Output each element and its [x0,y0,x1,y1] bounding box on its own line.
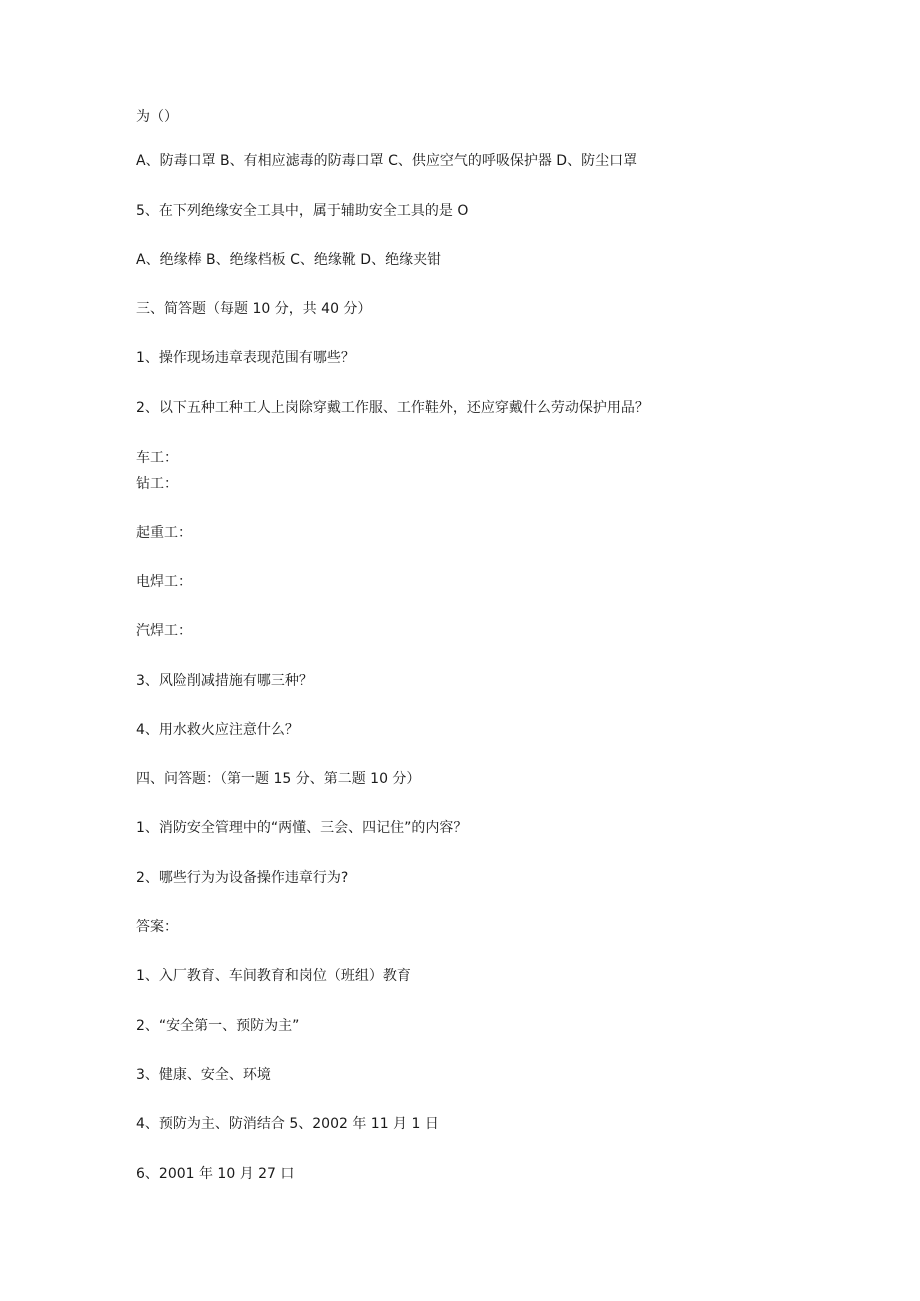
essay-question-2: 2、哪些行为为设备操作违章行为? [136,870,349,886]
answer-4-5: 4、预防为主、防消结合 5、2002 年 11 月 1 日 [136,1116,439,1132]
short-answer-1: 1、操作现场违章表现范围有哪些？ [136,350,355,366]
answer-3: 3、健康、安全、环境 [136,1067,271,1083]
section-3-heading: 三、简答题（每题 10 分，共 40 分） [136,301,372,317]
answer-2: 2、“安全第一、预防为主” [136,1018,300,1034]
question-4-stem-tail: 为（） [136,109,178,125]
short-answer-2: 2、以下五种工种工人上岗除穿戴工作服、工作鞋外，还应穿戴什么劳动保护用品？ [136,400,649,416]
answers-heading: 答案： [136,919,178,935]
answer-6: 6、2001 年 10 月 27 口 [136,1166,295,1182]
trade-electric-welder: 电焊工： [136,574,192,590]
short-answer-3: 3、风险削减措施有哪三种？ [136,673,313,689]
answer-1: 1、入厂教育、车间教育和岗位（班组）教育 [136,968,411,984]
question-5-stem: 5、在下列绝缘安全工具中，属于辅助安全工具的是 O [136,203,469,219]
trade-crane-operator: 起重工： [136,525,192,541]
trade-driller: 钻工： [136,476,178,492]
question-5-options: A、绝缘棒 B、绝缘档板 C、绝缘靴 D、绝缘夹钳 [136,252,442,268]
trade-lathe-worker: 车工： [136,450,178,466]
question-4-options: A、防毒口罩 B、有相应滤毒的防毒口罩 C、供应空气的呼吸保护器 D、防尘口罩 [136,153,638,169]
essay-question-1: 1、消防安全管理中的“两懂、三会、四记住”的内容？ [136,820,468,836]
trade-gas-welder: 汽焊工： [136,623,192,639]
section-4-heading: 四、问答题：（第一题 15 分、第二题 10 分） [136,771,421,787]
short-answer-4: 4、用水救火应注意什么？ [136,722,299,738]
